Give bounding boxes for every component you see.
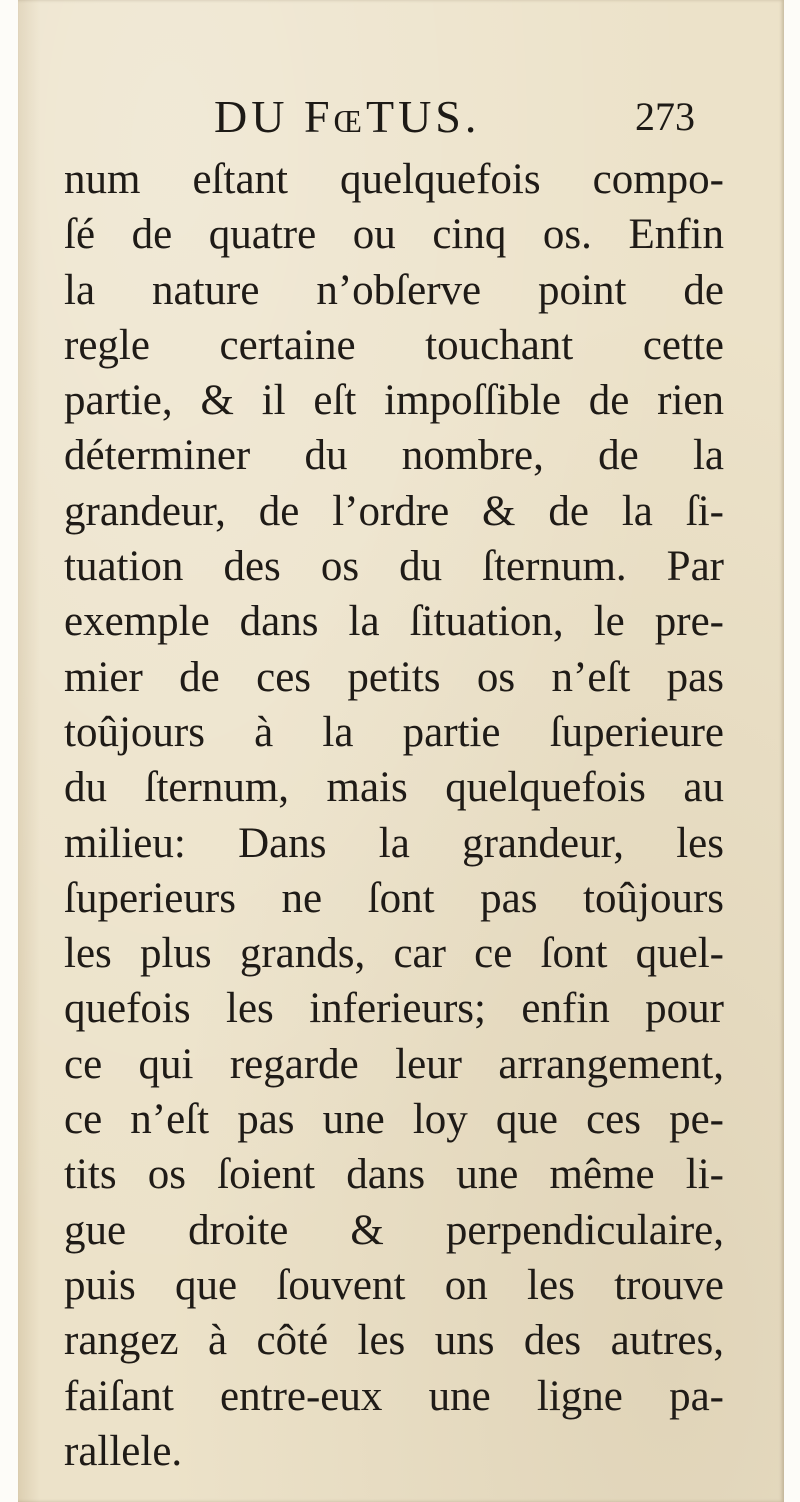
running-head-title: DU FœTUS.: [214, 91, 481, 142]
text-line: quefois les inferieurs; enfin pour: [64, 985, 724, 1033]
text-line: grandeur, de l’ordre & de la ſi-: [64, 487, 724, 535]
text-line: tits os ſoient dans une même li-: [64, 1151, 724, 1199]
page-number: 273: [635, 94, 695, 139]
text-line: num eſtant quelquefois compo-: [64, 156, 724, 203]
text-line: tuation des os du ſternum. Par: [64, 543, 724, 591]
text-line: ce qui regarde leur arrangement,: [64, 1040, 724, 1088]
text-line: exemple dans la ſituation, le pre-: [64, 598, 724, 646]
text-line: partie, & il eſt impoſſible de rien: [64, 377, 724, 425]
text-line: ce n’eſt pas une loy que ces pe-: [64, 1096, 724, 1144]
text-line: gue droite & perpendiculaire,: [64, 1206, 724, 1254]
text-line: toûjours à la partie ſuperieure: [64, 708, 724, 756]
text-line: mier de ces petits os n’eſt pas: [64, 653, 724, 701]
text-line: les plus grands, car ce ſont quel-: [64, 930, 724, 978]
text-line: rangez à côté les uns des autres,: [64, 1317, 724, 1365]
text-line: rallele.: [64, 1427, 183, 1475]
text-line: ſuperieurs ne ſont pas toûjours: [64, 874, 724, 922]
text-line: la nature n’obſerve point de: [64, 266, 724, 314]
running-head: [18, 92, 784, 142]
text-line: déterminer du nombre, de la: [64, 432, 724, 480]
text-line: milieu: Dans la grandeur, les: [64, 819, 724, 867]
book-page: [18, 0, 784, 1502]
text-line: faiſant entre-eux une ligne pa-: [64, 1372, 724, 1420]
text-line: du ſternum, mais quelquefois au: [64, 764, 724, 812]
body-text: [64, 152, 724, 1479]
text-line: ſé de quatre ou cinq os. Enfin: [64, 211, 724, 259]
text-line: regle certaine touchant cette: [64, 321, 724, 369]
text-line: puis que ſouvent on les trouve: [64, 1261, 724, 1309]
